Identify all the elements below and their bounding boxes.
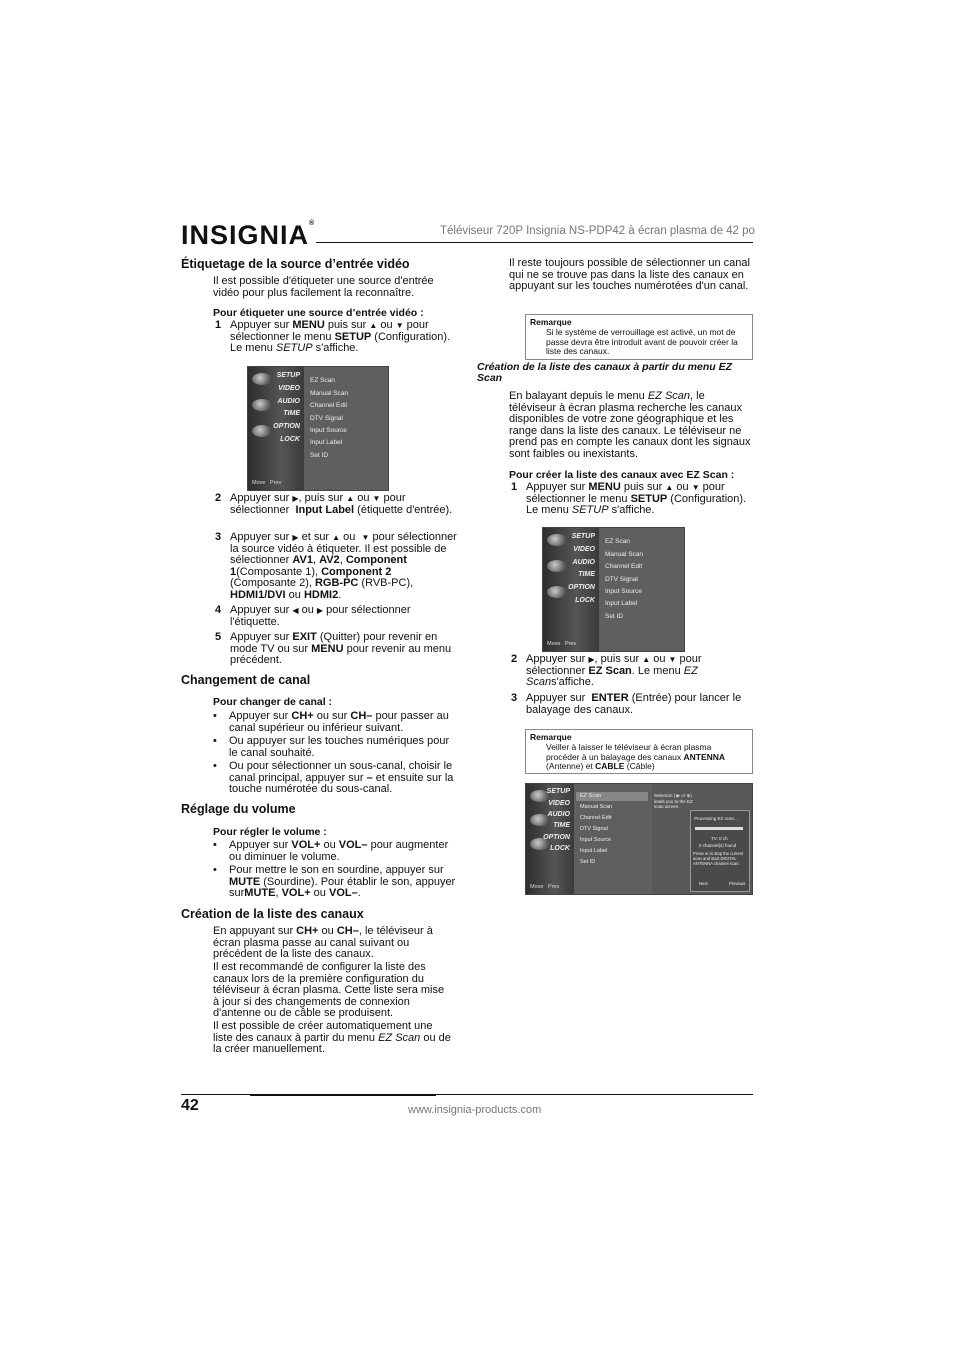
section-title-ezscan: Création de la liste des canaux à partir du menu EZ Scan xyxy=(477,361,732,384)
header-title: Téléviseur 720P Insignia NS-PDP42 à écran plasma de 42 po xyxy=(440,225,755,237)
footer-url[interactable]: www.insignia-products.com xyxy=(408,1104,542,1116)
right-intro: Il reste toujours possible de sélectionner un canal qui ne se trouve pas dans la liste des canaux en appuyant sur les touches numérotées d'un canal. xyxy=(509,257,750,292)
label-intro: Il est possible d'étiqueter une source d'entrée vidéo pour plus facilement la reconnaître. xyxy=(213,275,434,299)
section-title-channel: Changement de canal xyxy=(181,673,311,687)
section-title-volume: Réglage du volume xyxy=(181,802,296,816)
tv-ezscan-screenshot: SETUP VIDEO AUDIO TIME OPTION LOCK EZ Scan Manual Scan Channel Edit DTV Signal Input Source Input Label Set ID Selection ( ▶ or ⊕) leads you to the EZ scan screen. Processing EZ scan... TV: 0 ch 0 channel(s) found Press ⊕ to stop the current scan and start DIGITAL ANTENNA channel scan. Next Previous Move Prev xyxy=(525,783,753,895)
label-steps-title: Pour étiqueter une source d’entrée vidéo : xyxy=(213,307,424,319)
note-antenna-cable: Remarque Veiller à laisser le téléviseur à écran plasma procéder à un balayage des canaux ANTENNA (Antenne) et CABLE (Câble) xyxy=(525,729,753,774)
footer-rule-thick xyxy=(250,1094,436,1096)
volume-steps-title: Pour régler le volume : xyxy=(213,826,327,838)
channel-steps-title: Pour changer de canal : xyxy=(213,696,333,708)
channel-list-p1: En appuyant sur CH+ ou CH–, le téléviseur à écran plasma passe au canal suivant ou précédent de la liste des canaux. xyxy=(213,925,433,960)
page-number: 42 xyxy=(181,1097,199,1114)
tv-setup-menu-screenshot: SETUP VIDEO AUDIO TIME OPTION LOCK EZ Scan Manual Scan Channel Edit DTV Signal Input Source Input Label Set ID Move Prev xyxy=(247,366,389,491)
section-title-channel-list: Création de la liste des canaux xyxy=(181,907,364,921)
section-title-label: Étiquetage de la source d’entrée vidéo xyxy=(181,257,410,271)
note-lock: Remarque Si le système de verrouillage est activé, un mot de passe devra être introduit avant de pouvoir créer la liste des canaux. xyxy=(525,314,753,360)
header-rule xyxy=(316,242,753,243)
tv-setup-menu-screenshot-2: SETUP VIDEO AUDIO TIME OPTION LOCK EZ Scan Manual Scan Channel Edit DTV Signal Input Source Input Label Set ID Move Prev xyxy=(542,527,685,652)
insignia-logo: INSIGNIA® xyxy=(181,220,316,250)
ezscan-body: En balayant depuis le menu EZ Scan, le téléviseur à écran plasma recherche les canaux disponibles de votre zone géographique et les range dans la liste des canaux. Le téléviseur ne prend pas en compte les canaux dont les signaux sont faibles ou inexistants. xyxy=(509,390,751,460)
channel-list-p2: Il est recommandé de configurer la liste des canaux lors de la première configuration du téléviseur à écran plasma. Cette liste sera mise à jour si des changements de connexion d'antenne ou de câble se produisent. xyxy=(213,961,445,1019)
ezscan-steps-title: Pour créer la liste des canaux avec EZ Scan : xyxy=(509,469,735,481)
channel-list-p3: Il est possible de créer automatiquement une liste des canaux à partir du menu EZ Scan ou de la créer manuellement. xyxy=(213,1020,451,1055)
